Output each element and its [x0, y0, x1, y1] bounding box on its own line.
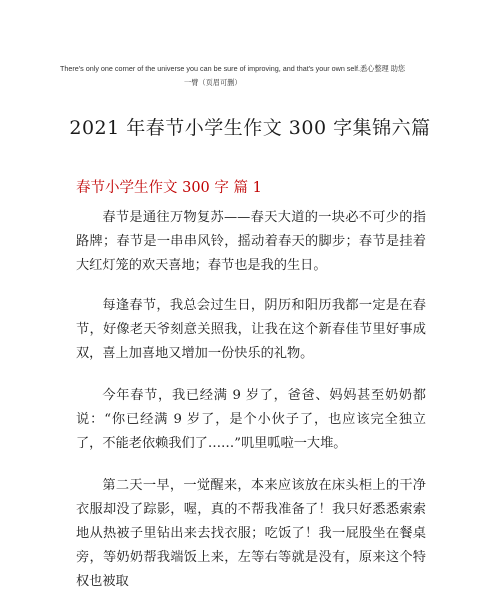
- header-note: 一臂（页眉可删）: [184, 78, 242, 87]
- section-heading: 春节小学生作文 300 字 篇 1: [76, 180, 262, 196]
- paragraph-4: 第二天一早，一觉醒来，本来应该放在床头柜上的干净衣服却没了踪影，喔，真的不帮我准备了！我只好悉悉索索地从热被子里钻出来去找衣服；吃饭了！我一屁股坐在餐桌旁，等奶奶帮我端饭上来，左等右等就是没有，原来这个特权也被取: [76, 478, 426, 589]
- header-quote: There's only one corner of the universe you can be sure of improving, and that's your own self.悉心整理 助您: [60, 64, 406, 73]
- paragraph-1: 春节是通往万物复苏——春天大道的一块必不可少的指路牌；春节是一串串风铃，摇动着春天的脚步；春节是挂着大红灯笼的欢天喜地；春节也是我的生日。: [76, 210, 426, 273]
- document-title: 2021 年春节小学生作文 300 字集锦六篇: [69, 117, 431, 139]
- page-header: [60, 62, 440, 90]
- paragraph-3: 今年春节，我已经满 9 岁了，爸爸、妈妈甚至奶奶都说：“你已经满 9 岁了，是个小伙子了，也应该完全独立了，不能老依赖我们了……”叽里呱啦一大堆。: [76, 388, 426, 451]
- paragraph-2: 每逢春节，我总会过生日，阴历和阳历我都一定是在春节，好像老天爷刻意关照我，让我在这个新春佳节里好事成双，喜上加喜地又增加一份快乐的礼物。: [76, 298, 426, 361]
